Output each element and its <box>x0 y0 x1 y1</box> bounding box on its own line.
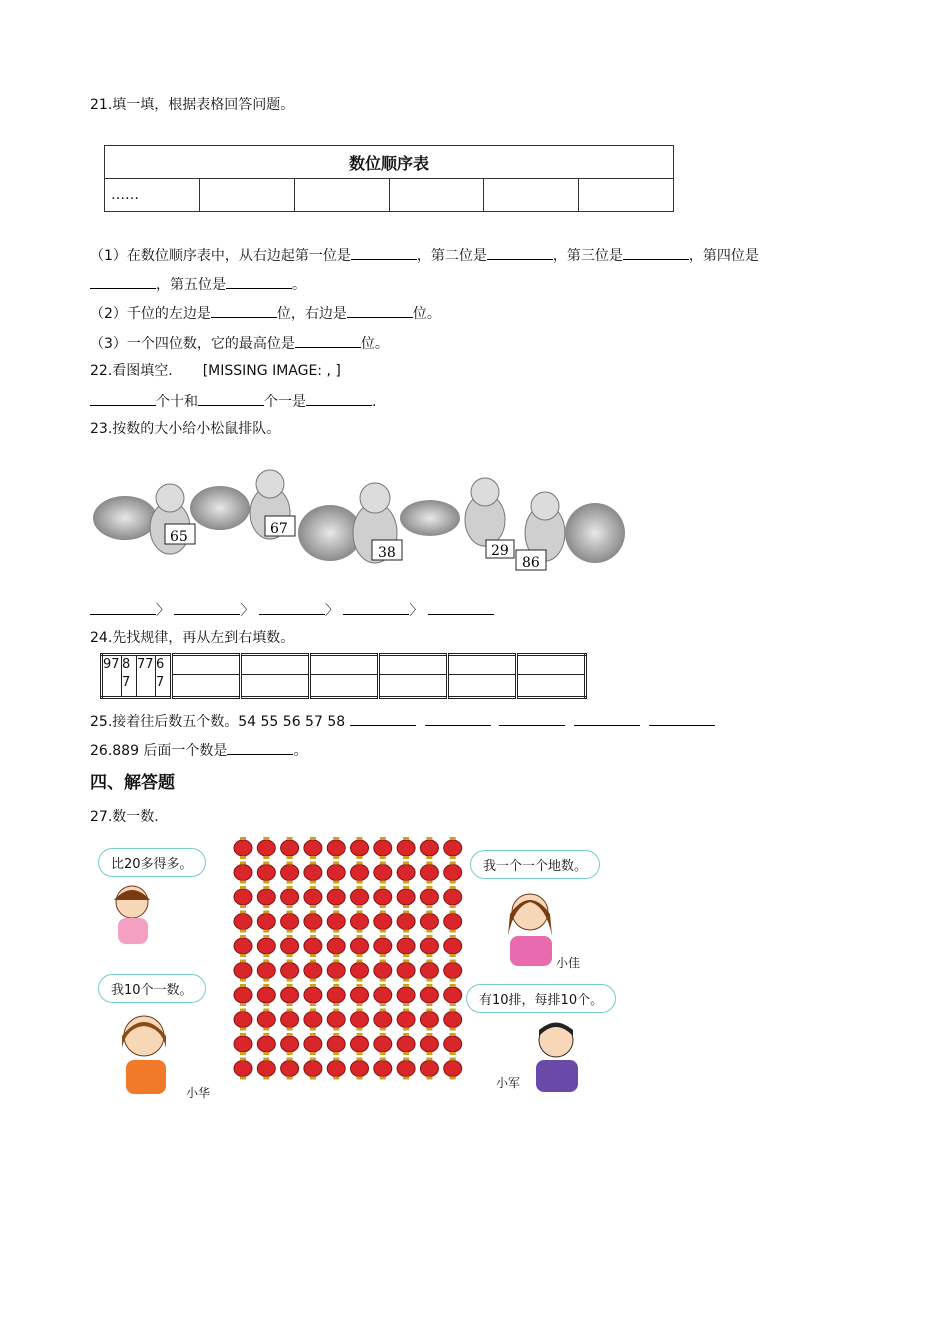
lantern-icon <box>234 886 252 908</box>
lantern-icon <box>397 862 415 884</box>
squirrel-number: 67 <box>270 521 288 537</box>
text: ，第五位是 <box>156 277 226 293</box>
squirrel-illustration <box>90 458 630 578</box>
text: ，第四位是 <box>688 248 759 264</box>
lantern-icon <box>351 837 369 859</box>
pattern-table <box>100 653 587 699</box>
lantern-icon <box>327 886 345 908</box>
q27-title: 27.数一数. <box>90 809 159 825</box>
squirrel-number: 38 <box>378 545 396 561</box>
lantern-icon <box>304 984 322 1006</box>
squirrels-svg <box>90 458 630 578</box>
lantern-icon <box>374 1009 392 1031</box>
lantern-icon <box>351 1009 369 1031</box>
lantern-icon <box>444 911 462 933</box>
q21-part1-line1 <box>90 245 759 265</box>
lantern-icon <box>327 1058 345 1080</box>
gt-sign: 〉 <box>409 603 424 619</box>
table-ellipsis-cell: …… <box>105 179 200 212</box>
answer-blank[interactable] <box>428 600 494 615</box>
lantern-icon <box>420 960 438 982</box>
lantern-icon <box>257 1058 275 1080</box>
q25-title: 25.接着往后数五个数。54 55 56 57 58 <box>90 714 346 730</box>
q21-part3 <box>90 333 389 353</box>
lantern-icon <box>444 1058 462 1080</box>
lantern-icon <box>257 1009 275 1031</box>
lantern-icon <box>420 862 438 884</box>
lantern-icon <box>444 1009 462 1031</box>
answer-blank[interactable] <box>649 711 715 726</box>
pattern-cell <box>137 655 156 698</box>
q22-answer-line <box>90 391 376 411</box>
lantern-icon <box>351 862 369 884</box>
pattern-blank-cell[interactable] <box>172 655 241 698</box>
lantern-icon <box>351 911 369 933</box>
answer-blank[interactable] <box>211 303 277 318</box>
lantern-icon <box>397 911 415 933</box>
lantern-icon <box>374 911 392 933</box>
lantern-icon <box>304 886 322 908</box>
lantern-icon <box>257 886 275 908</box>
answer-blank[interactable] <box>259 600 325 615</box>
answer-blank[interactable] <box>90 391 156 406</box>
q23-title: 23.按数的大小给小松鼠排队。 <box>90 421 281 437</box>
answer-blank[interactable] <box>499 711 565 726</box>
gt-sign: 〉 <box>240 603 255 619</box>
text: . <box>372 394 377 410</box>
lantern-icon <box>327 1033 345 1055</box>
name-label-hua: 小华 <box>186 1086 211 1100</box>
lantern-icon <box>234 935 252 957</box>
answer-blank[interactable] <box>347 303 413 318</box>
q26-line <box>90 740 307 760</box>
lantern-icon <box>327 837 345 859</box>
text: ，第二位是 <box>416 248 487 264</box>
lantern-icon <box>444 935 462 957</box>
lantern-icon <box>327 960 345 982</box>
answer-blank[interactable] <box>425 711 491 726</box>
cell-top: 77 <box>137 657 154 672</box>
table-cell[interactable] <box>389 179 484 212</box>
lantern-icon <box>420 837 438 859</box>
answer-blank[interactable] <box>90 274 156 289</box>
squirrel-number: 65 <box>170 529 188 545</box>
lantern-icon <box>281 862 299 884</box>
cell-top: 6 <box>156 657 165 672</box>
lantern-icon <box>351 1033 369 1055</box>
lantern-icon <box>281 1009 299 1031</box>
lantern-icon <box>304 862 322 884</box>
lantern-icon <box>257 935 275 957</box>
lantern-icon <box>281 960 299 982</box>
name-label-jun: 小军 <box>496 1076 521 1090</box>
lantern-icon <box>397 886 415 908</box>
cell-top: 97 <box>103 657 120 672</box>
lantern-icon <box>374 960 392 982</box>
lantern-icon <box>234 1009 252 1031</box>
lantern-icon <box>234 960 252 982</box>
lantern-icon <box>374 935 392 957</box>
answer-blank[interactable] <box>174 600 240 615</box>
lantern-icon <box>420 886 438 908</box>
lantern-icon <box>397 837 415 859</box>
lantern-icon <box>351 984 369 1006</box>
lantern-icon <box>327 862 345 884</box>
gt-sign: 〉 <box>156 603 170 619</box>
lantern-icon <box>420 1058 438 1080</box>
lantern-icon <box>304 935 322 957</box>
lantern-icon <box>397 935 415 957</box>
answer-blank[interactable] <box>226 274 292 289</box>
answer-blank[interactable] <box>623 245 689 260</box>
table-cell[interactable] <box>579 179 674 212</box>
text: 位。 <box>412 306 441 322</box>
lantern-icon <box>374 862 392 884</box>
lantern-icon <box>234 1033 252 1055</box>
lantern-icon <box>304 1033 322 1055</box>
lantern-icon <box>257 862 275 884</box>
pattern-blank-cell[interactable] <box>379 655 448 698</box>
lantern-icon <box>304 1058 322 1080</box>
answer-blank[interactable] <box>487 245 553 260</box>
lantern-icon <box>444 1033 462 1055</box>
answer-blank[interactable] <box>90 600 156 615</box>
lantern-icon <box>374 837 392 859</box>
lantern-icon <box>397 984 415 1006</box>
speech-bubble: 我一个一个地数。 <box>470 850 600 879</box>
lantern-icon <box>397 1058 415 1080</box>
pattern-cell <box>156 655 172 698</box>
answer-blank[interactable] <box>350 711 416 726</box>
answer-blank[interactable] <box>227 740 293 755</box>
missing-image-note: [MISSING IMAGE: , ] <box>202 363 341 379</box>
place-value-table <box>104 145 674 212</box>
lantern-icon <box>397 1009 415 1031</box>
text: （2）千位的左边是 <box>90 306 211 322</box>
table-header: 数位顺序表 <box>105 146 674 179</box>
answer-blank[interactable] <box>295 333 361 348</box>
lantern-icon <box>444 984 462 1006</box>
lantern-icon <box>257 837 275 859</box>
pattern-blank-cell[interactable] <box>517 655 586 698</box>
speech-bubble: 我10个一数。 <box>98 974 206 1003</box>
q21-title: 21.填一填，根据表格回答问题。 <box>90 97 295 113</box>
q22-title-line <box>90 362 341 380</box>
table-cell[interactable] <box>484 179 579 212</box>
q26-title: 26.889 后面一个数是 <box>90 743 228 759</box>
text: 个一是 <box>264 394 306 410</box>
q21-part2 <box>90 303 441 323</box>
lantern-icon <box>304 837 322 859</box>
pattern-blank-cell[interactable] <box>241 655 310 698</box>
answer-blank[interactable] <box>351 245 417 260</box>
table-cell[interactable] <box>294 179 389 212</box>
lantern-icon <box>257 984 275 1006</box>
pattern-cell <box>102 655 122 698</box>
lantern-icon <box>397 960 415 982</box>
answer-blank[interactable] <box>343 600 409 615</box>
cell-top: 8 <box>122 657 131 672</box>
answer-blank[interactable] <box>198 391 264 406</box>
lantern-icon <box>234 862 252 884</box>
lantern-icon <box>234 837 252 859</box>
lantern-icon <box>234 1058 252 1080</box>
answer-blank[interactable] <box>574 711 640 726</box>
pattern-blank-cell[interactable] <box>448 655 517 698</box>
speech-bubble: 有10排，每排10个。 <box>466 984 616 1013</box>
section-title: 四、解答题 <box>90 773 175 793</box>
text: 位，右边是 <box>276 306 347 322</box>
girl-illustration-icon <box>100 880 170 950</box>
lantern-grid <box>232 836 466 1086</box>
xiaojun-illustration-icon <box>520 1016 590 1096</box>
lantern-icon <box>257 911 275 933</box>
q23-answer-line <box>90 600 494 620</box>
lantern-icon <box>374 1058 392 1080</box>
lantern-icon <box>351 935 369 957</box>
lantern-icon <box>351 1058 369 1080</box>
lantern-icon <box>327 1009 345 1031</box>
lantern-icon <box>281 1033 299 1055</box>
lantern-icon <box>304 960 322 982</box>
cell-bottom: 7 <box>156 675 165 690</box>
lantern-icon <box>281 1058 299 1080</box>
lantern-icon <box>420 911 438 933</box>
xiaohua-illustration-icon <box>106 1008 186 1098</box>
lantern-icon <box>234 911 252 933</box>
lantern-icon <box>420 1033 438 1055</box>
lantern-icon <box>351 886 369 908</box>
lantern-icon <box>327 984 345 1006</box>
text: 。 <box>293 743 308 759</box>
cell-bottom: 7 <box>122 675 131 690</box>
lantern-icon <box>234 984 252 1006</box>
gt-sign: 〉 <box>324 603 339 619</box>
lantern-icon <box>281 984 299 1006</box>
text: （1）在数位顺序表中，从右边起第一位是 <box>90 248 351 264</box>
lantern-icon <box>281 935 299 957</box>
lantern-icon <box>281 911 299 933</box>
q21-part1-line2 <box>90 274 306 294</box>
lantern-icon <box>257 1033 275 1055</box>
table-cell[interactable] <box>200 179 295 212</box>
lantern-icon <box>420 984 438 1006</box>
lantern-icon <box>327 935 345 957</box>
text: （3）一个四位数，它的最高位是 <box>90 336 295 352</box>
lantern-icon <box>420 1009 438 1031</box>
lantern-icon <box>281 886 299 908</box>
text: 位。 <box>360 336 389 352</box>
lantern-icon <box>444 862 462 884</box>
q22-title: 22.看图填空. <box>90 363 173 379</box>
lantern-icon <box>444 886 462 908</box>
pattern-cell <box>122 655 137 698</box>
lantern-icon <box>420 935 438 957</box>
pattern-blank-cell[interactable] <box>310 655 379 698</box>
lantern-icon <box>397 1033 415 1055</box>
lantern-icon <box>444 837 462 859</box>
lantern-icon <box>374 984 392 1006</box>
squirrel-number: 29 <box>491 543 509 559</box>
lantern-icon <box>304 911 322 933</box>
lantern-icon <box>351 960 369 982</box>
lantern-icon <box>444 960 462 982</box>
name-label-jia: 小佳 <box>556 956 581 970</box>
q25-line <box>90 711 715 731</box>
text: ，第三位是 <box>552 248 623 264</box>
answer-blank[interactable] <box>306 391 372 406</box>
lantern-icon <box>374 886 392 908</box>
squirrel-number: 86 <box>522 555 540 571</box>
lantern-icon <box>281 837 299 859</box>
lantern-icon <box>257 960 275 982</box>
lantern-icon <box>304 1009 322 1031</box>
speech-bubble: 比20多得多。 <box>98 848 206 877</box>
text: 个十和 <box>156 394 198 410</box>
lantern-icon <box>327 911 345 933</box>
text: 。 <box>292 277 306 293</box>
q24-title: 24.先找规律，再从左到右填数。 <box>90 630 295 646</box>
lantern-icon <box>374 1033 392 1055</box>
